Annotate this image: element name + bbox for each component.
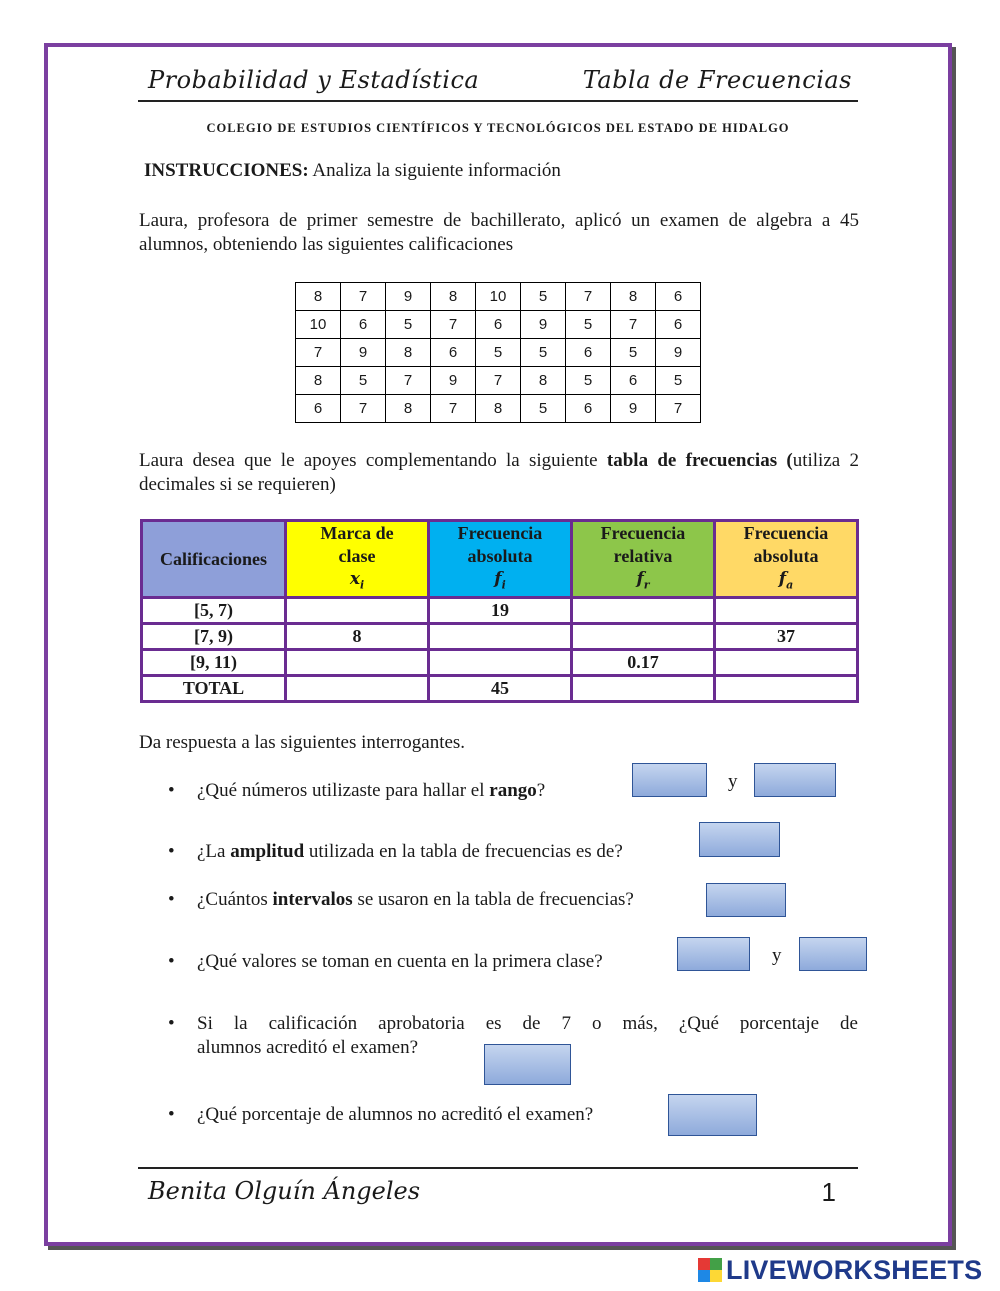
grade-cell: 7 xyxy=(296,339,341,367)
header-marca-de-clase xyxy=(286,521,429,598)
grade-cell: 8 xyxy=(611,283,656,311)
grade-cell: 6 xyxy=(476,311,521,339)
grades-row xyxy=(296,395,701,423)
questions-intro: Da respuesta a las siguientes interrogantes. xyxy=(139,732,466,753)
grade-cell: 5 xyxy=(521,395,566,423)
grade-cell: 6 xyxy=(566,339,611,367)
frequency-cell xyxy=(572,676,715,702)
grade-cell: 5 xyxy=(341,367,386,395)
header-symbol: $f_a$ xyxy=(778,569,794,592)
logo-square xyxy=(698,1258,710,1270)
frequency-table xyxy=(140,519,859,703)
liveworksheets-branding xyxy=(698,1256,982,1284)
grades-row xyxy=(296,367,701,395)
grade-cell: 8 xyxy=(386,339,431,367)
frequency-cell xyxy=(286,650,429,676)
frequency-row xyxy=(142,650,858,676)
grade-cell: 5 xyxy=(611,339,656,367)
liveworksheets-brand: LIVEWORKSHEETS xyxy=(726,1254,983,1285)
header-symbol: $f_i$ xyxy=(494,569,506,592)
grade-cell: 5 xyxy=(566,367,611,395)
grade-cell: 8 xyxy=(431,283,476,311)
intro-paragraph: Laura, profesora de primer semestre de bachillerato, aplicó un examen de algebra a 45 alumnos, obteniendo las siguientes calificaciones xyxy=(139,210,859,255)
question-text: ¿Qué valores se toman en cuenta en la primera clase? xyxy=(197,951,603,972)
frequency-row xyxy=(142,624,858,650)
header-line: clase xyxy=(338,546,376,566)
frequency-cell xyxy=(572,624,715,650)
grade-cell: 9 xyxy=(521,311,566,339)
frequency-cell xyxy=(572,598,715,624)
grade-cell: 7 xyxy=(431,395,476,423)
bullet: • xyxy=(168,1104,175,1125)
grade-cell: 5 xyxy=(521,283,566,311)
frequency-row xyxy=(142,598,858,624)
instructions-text: Analiza la siguiente información xyxy=(308,160,561,181)
grade-cell: 9 xyxy=(431,367,476,395)
grade-cell: 5 xyxy=(386,311,431,339)
frequency-cell xyxy=(286,676,429,702)
grade-cell: 7 xyxy=(476,367,521,395)
interval-cell: [7, 9) xyxy=(142,624,286,650)
grade-cell: 9 xyxy=(341,339,386,367)
liveworksheets-logo-icon xyxy=(698,1258,722,1282)
question-text: ¿Qué números utilizaste para hallar el rango? xyxy=(197,780,546,801)
header-line: absoluta xyxy=(753,546,819,566)
grade-cell: 10 xyxy=(476,283,521,311)
author-name: Benita Olguín Ángeles xyxy=(148,1177,421,1205)
logo-square xyxy=(710,1270,722,1282)
header-symbol: $x_i$ xyxy=(349,569,365,592)
grade-cell: 7 xyxy=(656,395,701,423)
bullet: • xyxy=(168,889,175,910)
header-line: Frecuencia xyxy=(600,523,686,543)
interval-cell: [9, 11) xyxy=(142,650,286,676)
header-line: Frecuencia xyxy=(457,523,543,543)
page-footer xyxy=(138,1167,858,1219)
frequency-cell: 37 xyxy=(715,624,858,650)
grade-cell: 6 xyxy=(656,283,701,311)
grade-cell: 6 xyxy=(296,395,341,423)
instructions xyxy=(144,160,561,182)
header-frecuencia-absoluta xyxy=(429,521,572,598)
header-frecuencia-relativa xyxy=(572,521,715,598)
request-note: utiliza 2 decimales si se requieren) xyxy=(139,450,859,495)
header-line: Marca de xyxy=(320,523,394,543)
answer-box-amplitud[interactable] xyxy=(699,822,780,857)
grade-cell: 9 xyxy=(656,339,701,367)
page-header xyxy=(138,60,858,102)
header-topic: Tabla de Frecuencias xyxy=(582,66,852,94)
header-subject: Probabilidad y Estadística xyxy=(148,66,480,94)
grade-cell: 9 xyxy=(611,395,656,423)
grade-cell: 7 xyxy=(611,311,656,339)
frequency-cell: 8 xyxy=(286,624,429,650)
request-paragraph xyxy=(139,449,859,497)
grade-cell: 6 xyxy=(431,339,476,367)
logo-square xyxy=(698,1270,710,1282)
grade-cell: 6 xyxy=(566,395,611,423)
frequency-cell: 19 xyxy=(429,598,572,624)
logo-square xyxy=(710,1258,722,1270)
school-name: COLEGIO DE ESTUDIOS CIENTÍFICOS Y TECNOLÓGICOS DEL ESTADO DE HIDALGO xyxy=(206,121,790,135)
grade-cell: 8 xyxy=(296,367,341,395)
header-line: absoluta xyxy=(467,546,533,566)
frequency-cell xyxy=(429,650,572,676)
frequency-cell xyxy=(715,676,858,702)
page-number: 1 xyxy=(821,1177,836,1207)
and-separator: y xyxy=(728,771,738,792)
bullet: • xyxy=(168,841,175,862)
answer-box-no-acreditaron[interactable] xyxy=(668,1094,757,1136)
grade-cell: 8 xyxy=(476,395,521,423)
frequency-cell: 0.17 xyxy=(572,650,715,676)
grade-cell: 6 xyxy=(611,367,656,395)
grade-cell: 10 xyxy=(296,311,341,339)
question-text-line1: Si la calificación aprobatoria es de 7 o más, ¿Qué porcentaje de xyxy=(197,1013,858,1034)
frequency-row xyxy=(142,676,858,702)
grade-cell: 8 xyxy=(386,395,431,423)
frequency-cell xyxy=(429,624,572,650)
header-frecuencia-acumulada xyxy=(715,521,858,598)
grades-table xyxy=(295,282,701,423)
answer-box-intervalos[interactable] xyxy=(706,883,786,917)
frequency-cell xyxy=(715,650,858,676)
instructions-label: INSTRUCCIONES: xyxy=(144,160,309,181)
answer-box-rango-min[interactable] xyxy=(632,763,707,797)
grade-cell: 7 xyxy=(341,283,386,311)
grade-cell: 9 xyxy=(386,283,431,311)
question-text: ¿La amplitud utilizada en la tabla de frecuencias es de? xyxy=(197,841,623,862)
request-text: Laura desea que le apoyes complementando la siguiente xyxy=(139,450,607,471)
header-line: relativa xyxy=(613,546,673,566)
request-bold: tabla de frecuencias ( xyxy=(606,450,793,471)
grade-cell: 5 xyxy=(566,311,611,339)
grade-cell: 6 xyxy=(341,311,386,339)
interval-cell: TOTAL xyxy=(142,676,286,702)
interval-cell: [5, 7) xyxy=(142,598,286,624)
bullet: • xyxy=(168,1013,175,1034)
header-symbol: $f_r$ xyxy=(636,569,650,592)
grade-cell: 5 xyxy=(476,339,521,367)
grade-cell: 8 xyxy=(296,283,341,311)
and-separator: y xyxy=(772,945,782,966)
answer-box-acreditaron[interactable] xyxy=(484,1044,571,1085)
bullet: • xyxy=(168,951,175,972)
frequency-cell xyxy=(715,598,858,624)
header-line: Frecuencia xyxy=(743,523,829,543)
frequency-cell xyxy=(286,598,429,624)
grade-cell: 5 xyxy=(521,339,566,367)
answer-box-clase-max[interactable] xyxy=(799,937,867,971)
grade-cell: 7 xyxy=(386,367,431,395)
grades-row xyxy=(296,283,701,311)
grade-cell: 5 xyxy=(656,367,701,395)
grade-cell: 7 xyxy=(566,283,611,311)
grade-cell: 6 xyxy=(656,311,701,339)
grades-row xyxy=(296,339,701,367)
bullet: • xyxy=(168,780,175,801)
answer-box-rango-max[interactable] xyxy=(754,763,836,797)
answer-box-clase-min[interactable] xyxy=(677,937,750,971)
header-calificaciones xyxy=(142,521,286,598)
question-text-line2: alumnos acreditó el examen? xyxy=(197,1037,419,1058)
header-calificaciones-label: Calificaciones xyxy=(160,548,267,569)
grades-row xyxy=(296,311,701,339)
frequency-cell: 45 xyxy=(429,676,572,702)
grade-cell: 7 xyxy=(341,395,386,423)
question-text: ¿Cuántos intervalos se usaron en la tabla de frecuencias? xyxy=(197,889,634,910)
grade-cell: 7 xyxy=(431,311,476,339)
grade-cell: 8 xyxy=(521,367,566,395)
question-text: ¿Qué porcentaje de alumnos no acreditó el examen? xyxy=(197,1104,594,1125)
